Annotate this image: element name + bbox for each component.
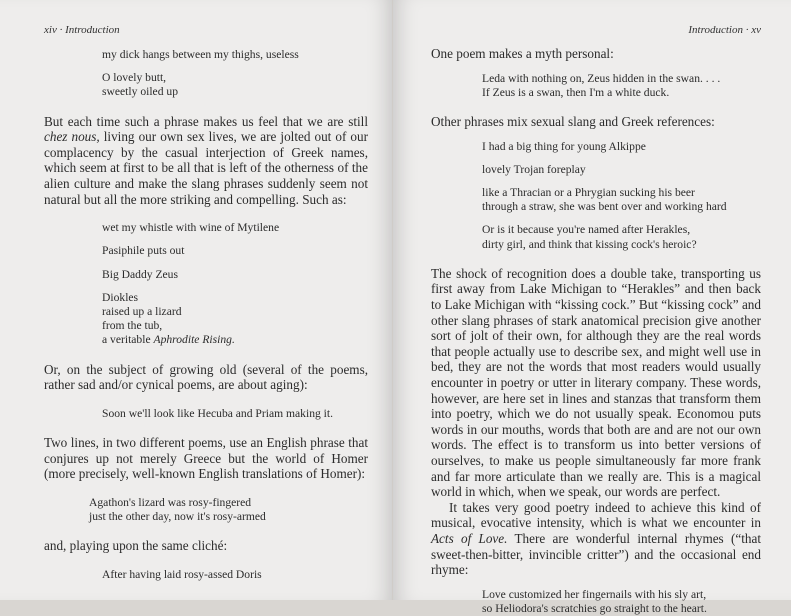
- verse-line: Big Daddy Zeus: [102, 267, 178, 281]
- verse-line: raised up a lizard: [102, 304, 182, 318]
- text-run: a veritable: [102, 333, 154, 347]
- text-run: living our own sex lives, we are jolted out of our complacency by the casual interjection of Greek names, which seem at first to be all that is left of the otherness of the alien culture and make the slang phrases suddenly seem not natural but all the more striking and compelling. Such as:: [44, 129, 368, 207]
- body-paragraph: Other phrases mix sexual slang and Greek references:: [431, 114, 715, 129]
- verse-line: [102, 333, 368, 347]
- verse-line: so Heliodora's scratchies go straight to the heart.: [482, 601, 707, 615]
- verse-excerpt: [102, 48, 368, 100]
- verse-excerpt: [482, 588, 761, 616]
- verse-line: If Zeus is a swan, then I'm a white duck.: [482, 85, 670, 99]
- verse-line: Soon we'll look like Hecuba and Priam making it.: [102, 406, 334, 420]
- text-run: But each time such a phrase makes us feel that we are still: [44, 113, 368, 129]
- verse-line: I had a big thing for young Alkippe: [482, 139, 646, 153]
- body-paragraph: [431, 500, 761, 578]
- italic-phrase: chez nous,: [44, 129, 100, 145]
- verse-line: Pasiphile puts out: [102, 244, 185, 258]
- body-paragraph: Two lines, in two different poems, use an English phrase that conjures up not merely Greece but the world of Homer (more precisely, well-known English translations of Homer):: [44, 434, 368, 482]
- verse-line: just the other day, now it's rosy-armed: [89, 509, 266, 523]
- verse-line: Diokles: [102, 290, 139, 304]
- verse-excerpt: [102, 568, 368, 582]
- body-paragraph: Or, on the subject of growing old (several of the poems, rather sad and/or cynical poems, are about aging):: [44, 361, 368, 393]
- left-running-head: xiv · Introduction: [44, 24, 120, 36]
- body-paragraph: [44, 114, 368, 208]
- verse-line: from the tub,: [102, 319, 163, 333]
- verse-line: through a straw, she was bent over and working hard: [482, 200, 727, 214]
- verse-excerpt: [102, 221, 368, 347]
- body-paragraph: and, playing upon the same cliché:: [44, 538, 228, 554]
- italic-title: Acts of Love.: [431, 530, 508, 546]
- verse-line: O lovely butt,: [102, 71, 167, 85]
- right-running-head: Introduction · xv: [688, 24, 761, 36]
- left-page: [0, 0, 393, 600]
- verse-excerpt: [482, 140, 761, 252]
- verse-line: Leda with nothing on, Zeus hidden in the swan. . . .: [482, 71, 721, 85]
- verse-line: Agathon's lizard was rosy-fingered: [89, 495, 252, 509]
- right-page: [393, 0, 791, 615]
- verse-line: like a Thracian or a Phrygian sucking his beer: [482, 186, 695, 199]
- verse-line: After having laid rosy-assed Doris: [102, 567, 262, 581]
- verse-excerpt: [89, 496, 368, 524]
- body-paragraph: One poem makes a myth personal:: [431, 46, 614, 61]
- verse-line: dirty girl, and think that kissing cock's heroic?: [482, 237, 697, 251]
- verse-excerpt: [102, 407, 368, 421]
- verse-line: lovely Trojan foreplay: [482, 162, 586, 176]
- verse-line: my dick hangs between my thighs, useless: [102, 48, 299, 61]
- verse-line: Love customized her fingernails with his sly art,: [482, 587, 707, 601]
- body-paragraph: The shock of recognition does a double take, transporting us first away from Lake Michigan to “Herakles” and then back to Lake Michigan with “kissing cock.” But “kissing cock” and other slang phrases of stark anatomical precision give another sort of jolt of their own, for although they are the real words that people actually use to describe sex, and might well use in bed, they are not the words that most readers would usually encounter in poetry or utter in literary company. These words, however, are here set in lines and stanzas that transform them into poetry, which we do not usually speak. Economou puts words in our mouths, words that both are and are not our own words. The effect is to transform us into better versions of ourselves, to make us people simultaneously far more frank and far more articulate than we really are. This is a magical world in which, when we speak, our words are perfect.: [431, 265, 761, 500]
- text-run: It takes very good poetry indeed to achieve this kind of musical, evocative intensity, which is what we encounter in: [431, 499, 761, 531]
- verse-line: Or is it because you're named after Herakles,: [482, 223, 691, 237]
- verse-excerpt: [482, 72, 761, 100]
- verse-line: sweetly oiled up: [102, 85, 178, 99]
- italic-phrase: Aphrodite Rising.: [153, 333, 235, 347]
- text-run: There are wonderful internal rhymes (“that sweet-then-bitter, invincible critter”) and the occasional end rhyme:: [431, 530, 761, 578]
- verse-line: wet my whistle with wine of Mytilene: [102, 221, 280, 235]
